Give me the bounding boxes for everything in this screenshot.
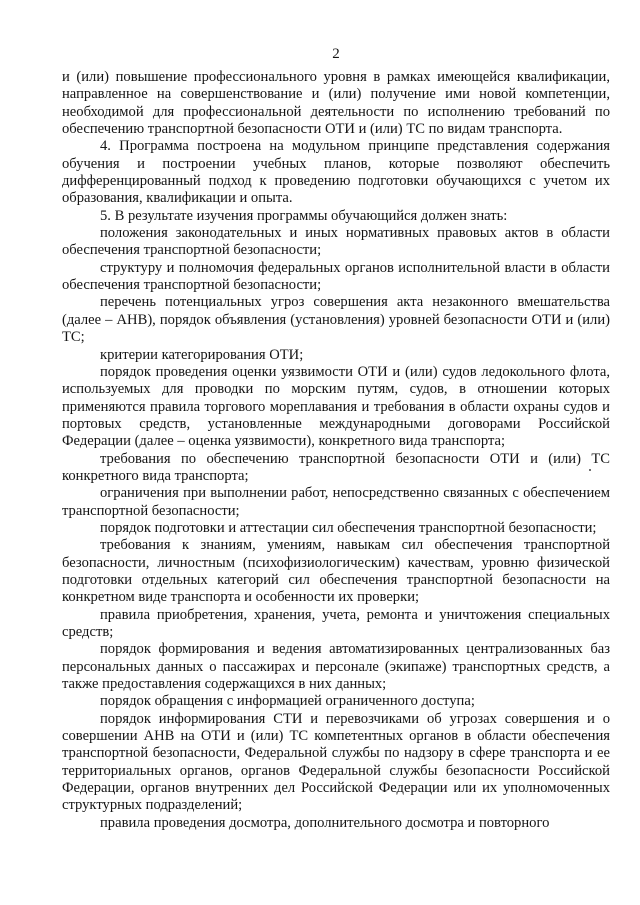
paragraph: порядок информирования СТИ и перевозчиками об угрозах совершения и о совершении АНВ на ОТИ и (или) ТС компетентных органов в области обеспечения транспортной безопасности, Федеральной службы по надзору в сфере транспорта и ее территориальных органов, органов Федеральной службы безопасности Российской Федерации, органов внутренних дел Российской Федерации или их уполномоченных структурных подразделений;	[62, 710, 610, 814]
paragraph: положения законодательных и иных нормативных правовых актов в области обеспечения транспортной безопасности;	[62, 225, 610, 259]
paragraph: и (или) повышение профессионального уровня в рамках имеющейся квалификации, направленное на совершенствование и (или) получение ими новой компетенции, необходимой для профессиональной деятельности по исполнению требований по обеспечению транспортной безопасности ОТИ и (или) ТС по видам транспорта.	[62, 69, 610, 138]
paragraph: 4. Программа построена на модульном принципе представления содержания обучения и построении учебных планов, которые позволяют обеспечить дифференцированный подход к проведению подготовки обучающихся с учетом их образования, квалификации и опыта.	[62, 138, 610, 207]
paragraph: ограничения при выполнении работ, непосредственно связанных с обеспечением транспортной безопасности;	[62, 485, 610, 519]
page-number: 2	[332, 46, 340, 62]
paragraph: структуру и полномочия федеральных органов исполнительной власти в области обеспечения транспортной безопасности;	[62, 259, 610, 294]
scan-artifact	[589, 469, 591, 471]
paragraph: порядок обращения с информацией ограниченного доступа;	[100, 693, 475, 710]
paragraph: правила приобретения, хранения, учета, ремонта и уничтожения специальных средств;	[62, 606, 610, 640]
paragraph: порядок проведения оценки уязвимости ОТИ и (или) судов ледокольного флота, используемых для проводки по морским путям, судов, в отношении которых применяются правила торгового мореплавания и требования в области охраны судов и портовых средств, установленные международными договорами Российской Федерации (далее – оценка уязвимости), конкретного вида транспорта;	[62, 363, 610, 450]
paragraph: порядок подготовки и аттестации сил обеспечения транспортной безопасности;	[100, 519, 597, 536]
document-body	[62, 69, 610, 832]
paragraph: порядок формирования и ведения автоматизированных централизованных баз персональных данных о пассажирах и персонале (экипаже) транспортных средств, а также предоставления содержащихся в них данных;	[62, 641, 610, 693]
paragraph: правила проведения досмотра, дополнительного досмотра и повторного	[100, 814, 550, 831]
paragraph: 5. В результате изучения программы обучающийся должен знать:	[100, 207, 508, 224]
paragraph: требования по обеспечению транспортной безопасности ОТИ и (или) ТС конкретного вида транспорта;	[62, 450, 610, 484]
paragraph: перечень потенциальных угроз совершения акта незаконного вмешательства (далее – АНВ), порядок объявления (установления) уровней безопасности ОТИ и (или) ТС;	[62, 294, 610, 346]
paragraph: критерии категорирования ОТИ;	[100, 346, 304, 363]
paragraph: требования к знаниям, умениям, навыкам сил обеспечения транспортной безопасности, личностным (психофизиологическим) качествам, уровню физической подготовки отдельных категорий сил обеспечения транспортной безопасности на конкретном виде транспорта и особенности их проверки;	[62, 537, 610, 606]
